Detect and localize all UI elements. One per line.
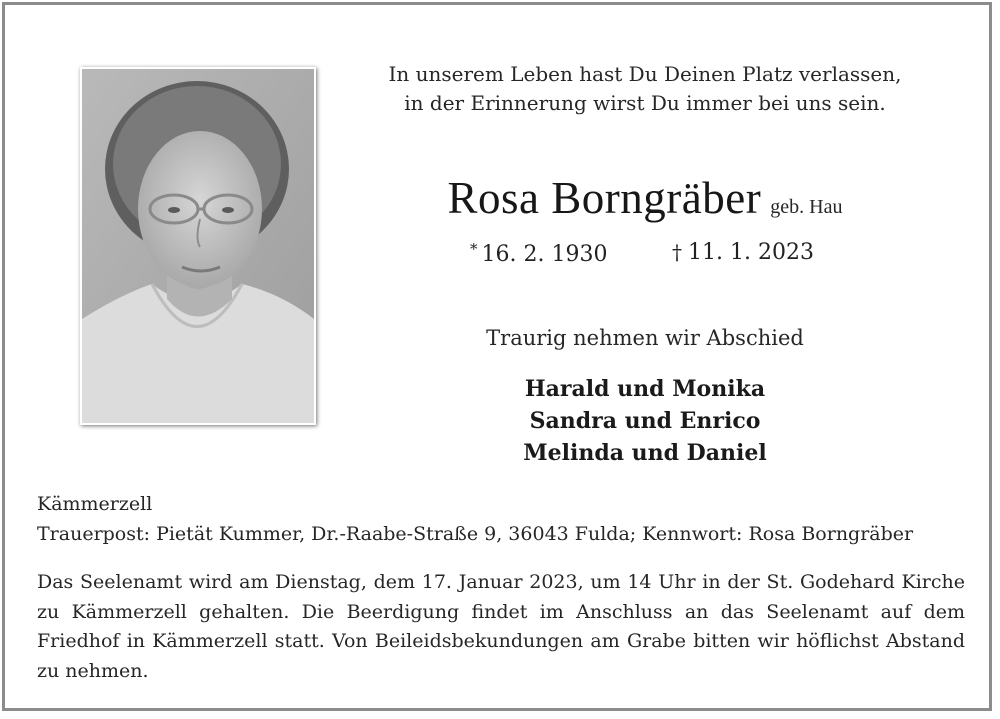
mourner-line: Sandra und Enrico [529, 408, 761, 434]
deceased-name: Rosa Borngräber [447, 173, 762, 223]
birth-date: 16. 2. 1930 [481, 242, 608, 267]
condolence-post-address: Trauerpost: Pietät Kummer, Dr.-Raabe-Straße 9, 36043 Fulda; Kennwort: Rosa Borngräber [37, 523, 914, 545]
verse-line-2: in der Erinnerung wirst Du immer bei uns sein. [404, 91, 886, 115]
portrait-image [82, 69, 314, 423]
portrait-photo [80, 67, 316, 425]
farewell-text: Traurig nehmen wir Abschied [486, 326, 804, 350]
funeral-notice: Das Seelenamt wird am Dienstag, dem 17. Januar 2023, um 14 Uhr in der St. Godehard Kirche zu Kämmerzell gehalten. Die Beerdigung findet im Anschluss an das Seelenamt auf dem Friedhof in Kämmerzell statt. Von Beileidsbekundungen am Grabe bitten wir höflichst Abstand zu nehmen. [37, 571, 965, 682]
death-date-group [672, 240, 814, 265]
death-cross-icon: † [672, 240, 682, 264]
mourner-line: Melinda und Daniel [523, 440, 767, 466]
maiden-name: geb. Hau [770, 196, 843, 218]
mourners-list [340, 373, 950, 469]
mourner-line: Harald und Monika [524, 376, 766, 402]
place-name: Kämmerzell [37, 493, 153, 515]
verse-line-1: In unserem Leben hast Du Deinen Platz verlassen, [388, 62, 902, 86]
death-date: 11. 1. 2023 [688, 240, 814, 265]
birth-date-group [470, 240, 607, 267]
birth-star-icon: * [470, 240, 478, 258]
memorial-verse [340, 60, 950, 118]
deceased-name-line [330, 172, 960, 224]
address-block [37, 489, 967, 549]
